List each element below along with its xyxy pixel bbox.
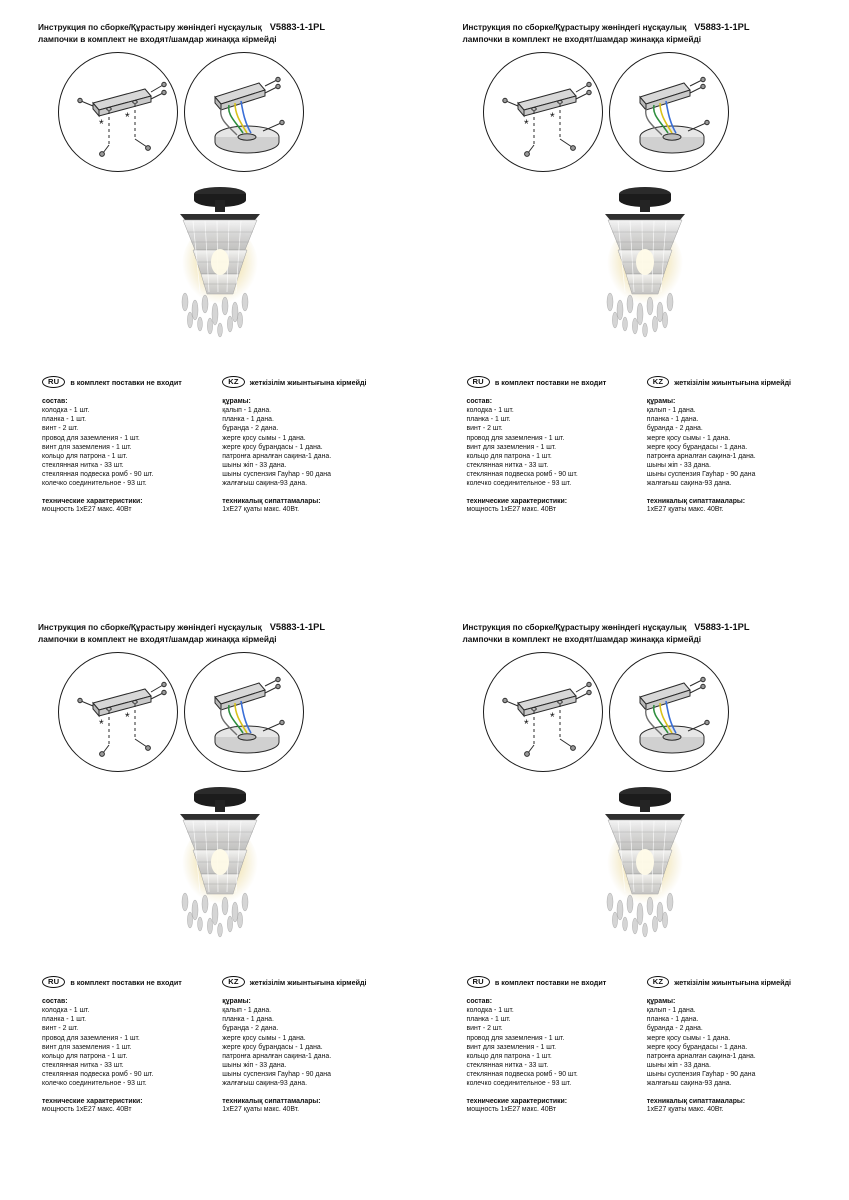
crystal-ceiling-lamp-photo <box>38 774 403 970</box>
list-item: винт для заземления - 1 шт. <box>42 1043 132 1051</box>
specs-ru <box>467 998 647 1114</box>
list-item: жерге қосу бұрандасы - 1 дана. <box>222 1043 323 1051</box>
ru-note: в комплект поставки не входит <box>70 977 182 987</box>
panel-header <box>38 22 403 44</box>
language-row <box>463 376 828 388</box>
list-item: патронға арналған сақина-1 дана. <box>222 1052 332 1060</box>
specs-row <box>463 398 828 514</box>
bulb-note: лампочки в комплект не входят/шамдар жинаққа кірмейді <box>38 634 277 644</box>
list-item: кольцо для патрона - 1 шт. <box>42 452 128 460</box>
language-row <box>463 976 828 988</box>
list-item: жалғағыш сақина-93 дана. <box>646 1080 732 1088</box>
specs-row <box>463 998 828 1114</box>
list-item: стеклянная подвеска ромб - 90 шт. <box>42 1071 154 1079</box>
model-number: V5883-1-1PL <box>694 622 750 632</box>
list-item: планка - 1 шт. <box>466 416 511 424</box>
diagram-row <box>463 52 828 170</box>
list-item: планка - 1 дана. <box>646 1016 699 1024</box>
list-item: патронға арналған сақина-1 дана. <box>646 452 756 460</box>
bulb-note: лампочки в комплект не входят/шамдар жинаққа кірмейді <box>462 34 702 44</box>
list-item: стеклянная подвеска ромб - 90 шт. <box>42 471 154 479</box>
list-item: планка - 1 дана. <box>222 1016 274 1024</box>
svg-text:*: * <box>549 710 555 724</box>
instruction-panel <box>425 0 849 600</box>
list-item: стеклянная подвеска ромб - 90 шт. <box>466 471 578 479</box>
panel-header <box>463 622 828 644</box>
list-item: шыны жіп - 33 дана. <box>222 462 287 470</box>
specs-ru-title: состав: <box>466 398 493 406</box>
model-number: V5883-1-1PL <box>269 22 325 32</box>
panel-header <box>38 622 403 644</box>
language-row <box>38 376 403 388</box>
specs-kz-list <box>222 406 402 489</box>
list-item: винт для заземления - 1 шт. <box>466 1043 557 1051</box>
list-item: винт - 2 шт. <box>466 425 503 433</box>
instruction-title: Инструкция по сборке/Құрастыру жөніндегі нұсқаулық <box>462 22 687 32</box>
mounting-bracket-diagram <box>483 52 603 172</box>
specs-kz-tech-value: 1хЕ27 қуаты макс. 40Вт. <box>646 505 724 513</box>
diagram-row <box>38 52 403 170</box>
specs-ru-tech-value: мощность 1хЕ27 макс. 40Вт <box>42 1105 132 1113</box>
wiring-diagram <box>609 652 729 772</box>
list-item: колечко соединительное - 93 шт. <box>466 480 572 488</box>
specs-ru-tech-value: мощность 1хЕ27 макс. 40Вт <box>466 1105 557 1113</box>
kz-badge: KZ <box>222 976 245 988</box>
language-ru <box>467 976 647 988</box>
list-item: стеклянная нитка - 33 шт. <box>466 462 549 470</box>
list-item: шыны суспензия Гауһар - 90 дана <box>222 1071 331 1079</box>
diagram-row <box>463 652 828 770</box>
svg-text:*: * <box>99 717 104 731</box>
svg-text:*: * <box>523 717 529 731</box>
list-item: жерге қосу сымы - 1 дана. <box>222 1034 306 1042</box>
list-item: бұранда - 2 дана. <box>646 1025 703 1033</box>
list-item: винт - 2 шт. <box>42 1025 79 1033</box>
ru-note: в комплект поставки не входит <box>70 377 182 387</box>
list-item: шыны жіп - 33 дана. <box>222 1062 287 1070</box>
list-item: патронға арналған сақина-1 дана. <box>222 452 332 460</box>
list-item: провод для заземления - 1 шт. <box>466 1034 565 1042</box>
list-item: жалғағыш сақина-93 дана. <box>646 480 732 488</box>
ru-badge: RU <box>42 976 65 988</box>
kz-note: жеткізілім жиынтығына кірмейді <box>674 377 792 387</box>
language-kz <box>647 376 827 388</box>
specs-kz-tech-title: техникалық сипаттамалары: <box>222 1097 321 1105</box>
specs-kz <box>222 998 402 1114</box>
language-row <box>38 976 403 988</box>
language-ru <box>42 376 222 388</box>
list-item: шыны жіп - 33 дана. <box>646 462 711 470</box>
list-item: колодка - 1 шт. <box>42 407 90 415</box>
list-item: патронға арналған сақина-1 дана. <box>646 1052 756 1060</box>
bulb-note: лампочки в комплект не входят/шамдар жинаққа кірмейді <box>462 634 702 644</box>
specs-ru-tech-value: мощность 1хЕ27 макс. 40Вт <box>466 505 557 513</box>
instruction-title: Инструкция по сборке/Құрастыру жөніндегі нұсқаулық <box>38 622 262 632</box>
ru-badge: RU <box>467 976 490 988</box>
specs-kz-tech-title: техникалық сипаттамалары: <box>222 497 321 505</box>
list-item: қалып - 1 дана. <box>222 1007 272 1015</box>
list-item: шыны суспензия Гауһар - 90 дана <box>222 471 331 479</box>
specs-ru-title: состав: <box>42 998 68 1006</box>
list-item: стеклянная подвеска ромб - 90 шт. <box>466 1071 578 1079</box>
svg-text:*: * <box>99 117 104 131</box>
svg-text:*: * <box>125 710 130 724</box>
list-item: бұранда - 2 дана. <box>222 425 279 433</box>
list-item: кольцо для патрона - 1 шт. <box>42 1052 128 1060</box>
ru-note: в комплект поставки не входит <box>494 377 607 387</box>
list-item: колодка - 1 шт. <box>466 407 514 415</box>
specs-kz <box>647 398 827 514</box>
ru-badge: RU <box>467 376 490 388</box>
list-item: қалып - 1 дана. <box>646 1007 696 1015</box>
list-item: колодка - 1 шт. <box>42 1007 90 1015</box>
list-item: жалғағыш сақина-93 дана. <box>222 480 308 488</box>
specs-row <box>38 998 403 1114</box>
list-item: винт - 2 шт. <box>466 1025 503 1033</box>
list-item: колечко соединительное - 93 шт. <box>466 1080 572 1088</box>
list-item: планка - 1 дана. <box>646 416 699 424</box>
instruction-panel <box>0 0 425 600</box>
specs-ru-tech-value: мощность 1хЕ27 макс. 40Вт <box>42 505 132 513</box>
list-item: планка - 1 шт. <box>42 1016 87 1024</box>
specs-ru-tech-title: технические характеристики: <box>42 1097 143 1105</box>
list-item: колодка - 1 шт. <box>466 1007 514 1015</box>
kz-note: жеткізілім жиынтығына кірмейді <box>674 977 792 987</box>
svg-text:*: * <box>125 110 130 124</box>
list-item: жерге қосу сымы - 1 дана. <box>646 1034 731 1042</box>
list-item: провод для заземления - 1 шт. <box>42 434 140 442</box>
specs-kz-title: құрамы: <box>222 398 251 406</box>
list-item: шыны суспензия Гауһар - 90 дана <box>646 471 756 479</box>
list-item: жерге қосу бұрандасы - 1 дана. <box>222 443 323 451</box>
instruction-panel <box>425 600 849 1200</box>
list-item: стеклянная нитка - 33 шт. <box>42 1062 124 1070</box>
specs-ru-list <box>467 406 647 489</box>
specs-kz-title: құрамы: <box>222 998 251 1006</box>
specs-kz-tech-title: техникалық сипаттамалары: <box>646 497 746 505</box>
specs-ru <box>467 398 647 514</box>
list-item: винт для заземления - 1 шт. <box>466 443 557 451</box>
svg-text:*: * <box>549 110 555 124</box>
language-ru <box>42 976 222 988</box>
instruction-panel <box>0 600 425 1200</box>
ru-badge: RU <box>42 376 65 388</box>
list-item: стеклянная нитка - 33 шт. <box>42 462 124 470</box>
bulb-note: лампочки в комплект не входят/шамдар жинаққа кірмейді <box>38 34 277 44</box>
specs-kz-tech-value: 1хЕ27 қуаты макс. 40Вт. <box>646 1105 724 1113</box>
specs-ru-title: состав: <box>466 998 493 1006</box>
list-item: провод для заземления - 1 шт. <box>466 434 565 442</box>
wiring-diagram <box>184 652 304 772</box>
specs-ru-list <box>42 1006 222 1089</box>
list-item: кольцо для патрона - 1 шт. <box>466 452 552 460</box>
ru-note: в комплект поставки не входит <box>494 977 607 987</box>
crystal-ceiling-lamp-photo <box>463 174 828 370</box>
diagram-row <box>38 652 403 770</box>
list-item: стеклянная нитка - 33 шт. <box>466 1062 549 1070</box>
specs-ru <box>42 398 222 514</box>
list-item: шыны жіп - 33 дана. <box>646 1062 711 1070</box>
specs-kz <box>647 998 827 1114</box>
specs-kz-list <box>647 406 827 489</box>
list-item: қалып - 1 дана. <box>222 407 272 415</box>
specs-row <box>38 398 403 514</box>
list-item: винт - 2 шт. <box>42 425 79 433</box>
language-kz <box>222 376 402 388</box>
list-item: планка - 1 шт. <box>42 416 87 424</box>
list-item: жерге қосу сымы - 1 дана. <box>646 434 731 442</box>
wiring-diagram <box>184 52 304 172</box>
specs-ru-list <box>467 1006 647 1089</box>
specs-kz-tech-value: 1хЕ27 қуаты макс. 40Вт. <box>222 1105 300 1113</box>
language-kz <box>647 976 827 988</box>
list-item: жалғағыш сақина-93 дана. <box>222 1080 308 1088</box>
list-item: провод для заземления - 1 шт. <box>42 1034 140 1042</box>
list-item: шыны суспензия Гауһар - 90 дана <box>646 1071 756 1079</box>
specs-ru-tech-title: технические характеристики: <box>42 497 143 505</box>
mounting-bracket-diagram <box>483 652 603 772</box>
list-item: планка - 1 дана. <box>222 416 274 424</box>
specs-kz <box>222 398 402 514</box>
specs-ru <box>42 998 222 1114</box>
specs-kz-list <box>222 1006 402 1089</box>
list-item: бұранда - 2 дана. <box>222 1025 279 1033</box>
kz-badge: KZ <box>647 376 670 388</box>
list-item: винт для заземления - 1 шт. <box>42 443 132 451</box>
crystal-ceiling-lamp-photo <box>463 774 828 970</box>
list-item: кольцо для патрона - 1 шт. <box>466 1052 552 1060</box>
specs-kz-tech-title: техникалық сипаттамалары: <box>646 1097 746 1105</box>
list-item: жерге қосу бұрандасы - 1 дана. <box>646 1043 748 1051</box>
specs-kz-tech-value: 1хЕ27 қуаты макс. 40Вт. <box>222 505 300 513</box>
specs-ru-tech-title: технические характеристики: <box>466 1097 568 1105</box>
list-item: жерге қосу бұрандасы - 1 дана. <box>646 443 748 451</box>
instruction-title: Инструкция по сборке/Құрастыру жөніндегі нұсқаулық <box>462 622 687 632</box>
kz-note: жеткізілім жиынтығына кірмейді <box>249 977 367 987</box>
svg-text:*: * <box>523 117 529 131</box>
kz-badge: KZ <box>222 376 245 388</box>
kz-note: жеткізілім жиынтығына кірмейді <box>249 377 367 387</box>
list-item: колечко соединительное - 93 шт. <box>42 480 147 488</box>
kz-badge: KZ <box>647 976 670 988</box>
specs-kz-title: құрамы: <box>646 998 676 1006</box>
list-item: колечко соединительное - 93 шт. <box>42 1080 147 1088</box>
specs-ru-tech-title: технические характеристики: <box>466 497 568 505</box>
instruction-title: Инструкция по сборке/Құрастыру жөніндегі нұсқаулық <box>38 22 262 32</box>
specs-kz-title: құрамы: <box>646 398 676 406</box>
model-number: V5883-1-1PL <box>269 622 325 632</box>
list-item: планка - 1 шт. <box>466 1016 511 1024</box>
model-number: V5883-1-1PL <box>694 22 750 32</box>
list-item: бұранда - 2 дана. <box>646 425 703 433</box>
crystal-ceiling-lamp-photo <box>38 174 403 370</box>
specs-kz-list <box>647 1006 827 1089</box>
mounting-bracket-diagram <box>58 52 178 172</box>
mounting-bracket-diagram <box>58 652 178 772</box>
language-kz <box>222 976 402 988</box>
language-ru <box>467 376 647 388</box>
list-item: жерге қосу сымы - 1 дана. <box>222 434 306 442</box>
list-item: қалып - 1 дана. <box>646 407 696 415</box>
panel-header <box>463 22 828 44</box>
specs-ru-list <box>42 406 222 489</box>
wiring-diagram <box>609 52 729 172</box>
specs-ru-title: состав: <box>42 398 68 406</box>
